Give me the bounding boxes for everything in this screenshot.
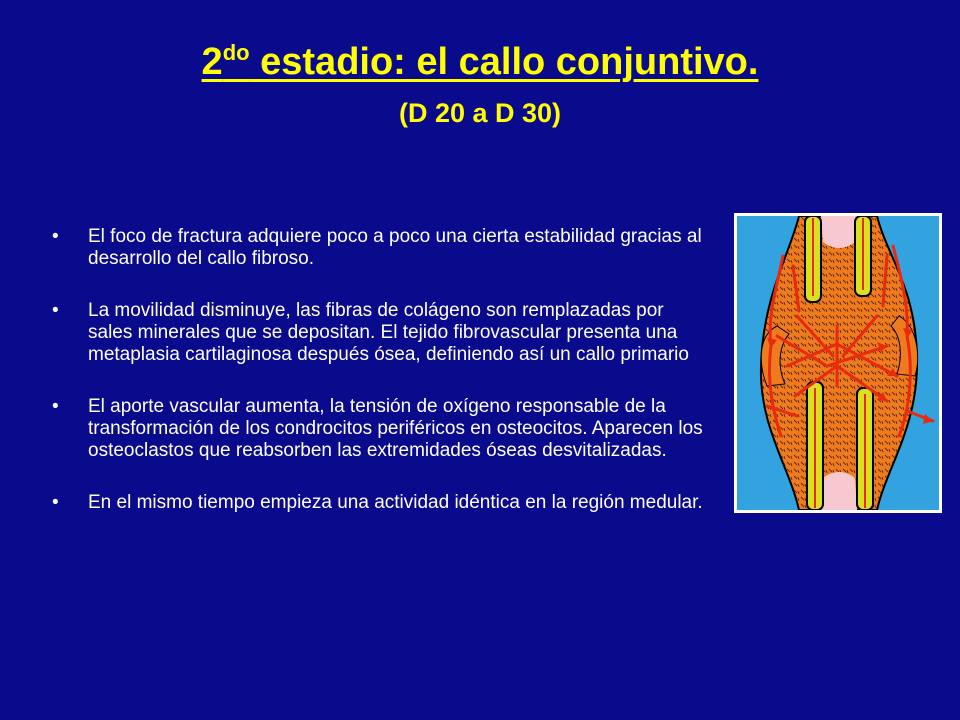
marrow-top (821, 216, 857, 248)
bullet-marker: • (52, 300, 59, 321)
bullet-text: La movilidad disminuye, las fibras de colágeno son remplazadas por sales minerales que se depositan. El tejido fibrovascular presenta una metaplasia cartilaginosa después ósea, definiendo así un callo primario (88, 300, 689, 365)
callus-diagram (737, 216, 939, 510)
title-rest: estadio: el callo conjuntivo. (249, 41, 759, 83)
bullet-item (52, 396, 712, 462)
marrow-bottom (821, 472, 857, 510)
bullet-item (52, 492, 712, 514)
title-subtitle: (D 20 a D 30) (398, 98, 562, 128)
bullet-item (52, 226, 712, 270)
bullet-marker: • (52, 226, 59, 247)
fracture-callus-illustration (734, 213, 942, 513)
bullet-marker: • (52, 396, 59, 417)
slide-title (0, 30, 960, 131)
title-prefix: 2 (201, 41, 223, 83)
bullet-item (52, 300, 712, 366)
bullet-text: En el mismo tiempo empieza una actividad idéntica en la región medular. (88, 492, 703, 513)
bullet-text: El aporte vascular aumenta, la tensión de oxígeno responsable de la transformación de los condrocitos periféricos en osteocitos. Aparecen los osteoclastos que reabsorben las extremidades óseas desvitalizadas. (88, 396, 703, 461)
bullet-list (52, 226, 712, 544)
title-superscript: do (222, 40, 250, 65)
bullet-text: El foco de fractura adquiere poco a poco una cierta estabilidad gracias al desarrollo del callo fibroso. (88, 226, 702, 269)
bullet-marker: • (52, 492, 59, 513)
title-main (0, 30, 960, 85)
